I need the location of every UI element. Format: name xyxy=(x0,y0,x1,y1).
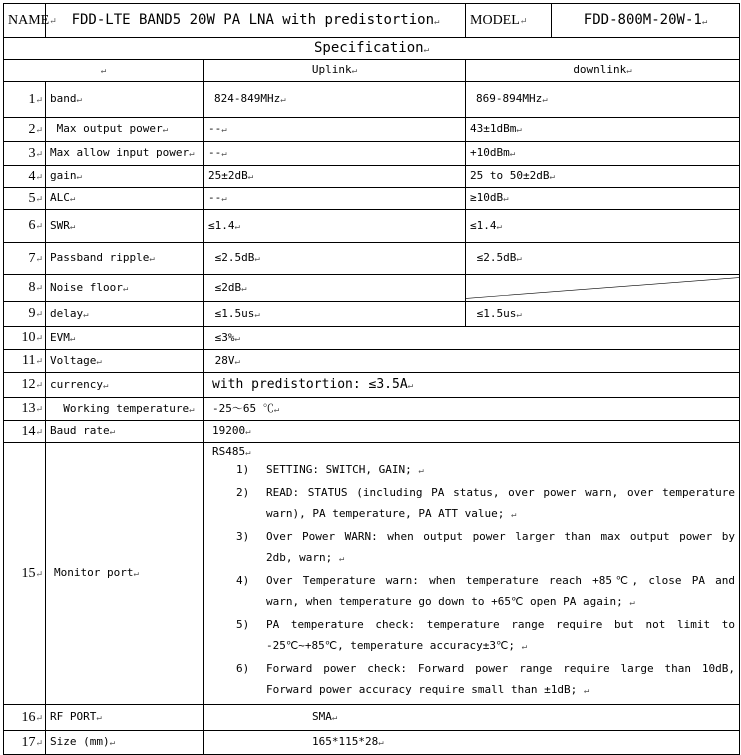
table-row xyxy=(4,275,740,302)
table-row xyxy=(4,705,740,731)
row-uplink-value: ≤1.5us↵ xyxy=(204,302,466,327)
row-uplink-value: ≤2dB↵ xyxy=(204,275,466,302)
row-number: 6↵ xyxy=(4,210,46,243)
row-downlink-value: ≤2.5dB↵ xyxy=(466,243,740,275)
row-parameter: Voltage↵ xyxy=(46,350,204,373)
row-number: 17↵ xyxy=(4,731,46,755)
row-downlink-value: ≤1.4↵ xyxy=(466,210,740,243)
row-parameter: Baud rate↵ xyxy=(46,421,204,443)
name-label: NAME xyxy=(8,12,50,28)
row-number: 15↵ xyxy=(4,443,46,705)
row-value: SMA↵ xyxy=(204,705,740,731)
row-uplink-value: --↵ xyxy=(204,118,466,142)
table-row xyxy=(4,731,740,755)
row-value: 165*115*28↵ xyxy=(204,731,740,755)
row-number: 10↵ xyxy=(4,327,46,350)
list-item: 6) Forward power check: Forward power range require large than 10dB, Forward power accuracy require small than ±1dB; ↵ xyxy=(236,662,736,696)
row-downlink-value: ≥10dB↵ xyxy=(466,188,740,210)
spec-title-cell: Specification↵ xyxy=(4,38,740,60)
model-label: MODEL xyxy=(470,12,520,28)
monitor-description: RS485↵ 1) SETTING: SWITCH, GAIN; ↵ 2) READ: STATUS (including PA status, over power warn, over temperature warn), PA temperature, PA ATT value; ↵ 3) Over Power WARN: when output power larger than max output power by 2db, warn; ↵ 4) Over Temperature warn: when temperature reach +85℃, close PA and warn, when temperature go down to +65℃ open PA again; ↵ 5) PA temperature check: temperature range require but not limit to -25℃~+85℃, temperature accuracy±3℃; ↵ 6) Forward power check: Forward power range require large than 10dB, Forward power accuracy require small than ±1dB; ↵ xyxy=(204,443,740,705)
row-parameter: Noise floor↵ xyxy=(46,275,204,302)
row-parameter: Size (mm)↵ xyxy=(46,731,204,755)
spec-sheet xyxy=(3,3,739,755)
row-number: 12↵ xyxy=(4,373,46,398)
row-downlink-value: 869-894MHz↵ xyxy=(466,82,740,118)
table-row xyxy=(4,166,740,188)
row-number: 9↵ xyxy=(4,302,46,327)
list-item: 2) READ: STATUS (including PA status, over power warn, over temperature warn), PA temperature, PA ATT value; ↵ xyxy=(236,486,736,520)
row-uplink-value: ≤2.5dB↵ xyxy=(204,243,466,275)
row-number: 4↵ xyxy=(4,166,46,188)
column-header-row xyxy=(4,60,740,82)
table-row xyxy=(4,243,740,275)
row-parameter: ALC↵ xyxy=(46,188,204,210)
monitor-head: RS485 xyxy=(212,445,246,458)
row-parameter: Passband ripple↵ xyxy=(46,243,204,275)
model-value: FDD-800M-20W-1 xyxy=(583,11,702,28)
list-item: 5) PA temperature check: temperature range require but not limit to -25℃~+85℃, temperature accuracy±3℃; ↵ xyxy=(236,618,736,652)
table-row xyxy=(4,210,740,243)
row-parameter: RF PORT↵ xyxy=(46,705,204,731)
spec-table xyxy=(3,3,740,755)
table-row xyxy=(4,327,740,350)
row-uplink-value: 824-849MHz↵ xyxy=(204,82,466,118)
row-number: 1↵ xyxy=(4,82,46,118)
table-row xyxy=(4,398,740,421)
row-parameter: EVM↵ xyxy=(46,327,204,350)
row-number: 8↵ xyxy=(4,275,46,302)
column-header-uplink: Uplink↵ xyxy=(204,60,466,82)
row-value: with predistortion: ≤3.5A↵ xyxy=(204,373,740,398)
list-item: 4) Over Temperature warn: when temperature reach +85℃, close PA and warn, when temperature go down to +65℃ open PA again; ↵ xyxy=(236,574,736,608)
monitor-list xyxy=(208,459,735,702)
row-number: 3↵ xyxy=(4,142,46,166)
row-parameter: Working temperature↵ xyxy=(46,398,204,421)
spec-title-row xyxy=(4,38,740,60)
row-downlink-value: 25 to 50±2dB↵ xyxy=(466,166,740,188)
row-number: 14↵ xyxy=(4,421,46,443)
row-number: 11↵ xyxy=(4,350,46,373)
row-uplink-value: --↵ xyxy=(204,142,466,166)
table-row xyxy=(4,118,740,142)
row-number: 2↵ xyxy=(4,118,46,142)
row-parameter: delay↵ xyxy=(46,302,204,327)
row-number: 7↵ xyxy=(4,243,46,275)
table-row xyxy=(4,188,740,210)
monitor-row xyxy=(4,443,740,705)
row-downlink-value: +10dBm↵ xyxy=(466,142,740,166)
diagonal-strike-line xyxy=(466,275,739,301)
row-parameter: currency↵ xyxy=(46,373,204,398)
row-uplink-value: 25±2dB↵ xyxy=(204,166,466,188)
row-parameter: Monitor port↵ xyxy=(46,443,204,705)
spec-title: Specification xyxy=(314,39,424,56)
header-row xyxy=(4,4,740,38)
row-parameter: Max output power↵ xyxy=(46,118,204,142)
row-value: 28V↵ xyxy=(204,350,740,373)
row-value: -25～65 ℃↵ xyxy=(204,398,740,421)
row-parameter: gain↵ xyxy=(46,166,204,188)
table-row xyxy=(4,142,740,166)
row-number: 5↵ xyxy=(4,188,46,210)
row-downlink-value: 43±1dBm↵ xyxy=(466,118,740,142)
name-label-cell: NAME↵ xyxy=(4,4,46,38)
name-value-cell: FDD-LTE BAND5 20W PA LNA with predistortion↵ xyxy=(46,4,466,38)
row-uplink-value: --↵ xyxy=(204,188,466,210)
row-uplink-value: ≤1.4↵ xyxy=(204,210,466,243)
table-row xyxy=(4,421,740,443)
row-downlink-empty xyxy=(466,275,740,302)
row-number: 16↵ xyxy=(4,705,46,731)
table-row xyxy=(4,350,740,373)
column-header-blank: ↵ xyxy=(4,60,204,82)
table-row xyxy=(4,82,740,118)
table-row xyxy=(4,373,740,398)
row-parameter: SWR↵ xyxy=(46,210,204,243)
column-header-downlink: downlink↵ xyxy=(466,60,740,82)
product-name: FDD-LTE BAND5 20W PA LNA with predistortion xyxy=(71,11,435,28)
row-parameter: band↵ xyxy=(46,82,204,118)
row-number: 13↵ xyxy=(4,398,46,421)
row-value: 19200↵ xyxy=(204,421,740,443)
row-downlink-value: ≤1.5us↵ xyxy=(466,302,740,327)
model-value-cell: FDD-800M-20W-1↵ xyxy=(552,4,740,38)
list-item: 3) Over Power WARN: when output power larger than max output power by 2db, warn; ↵ xyxy=(236,530,736,564)
table-row xyxy=(4,302,740,327)
row-parameter: Max allow input power↵ xyxy=(46,142,204,166)
model-label-cell: MODEL↵ xyxy=(466,4,552,38)
list-item: 1) SETTING: SWITCH, GAIN; ↵ xyxy=(236,463,424,476)
row-value: ≤3%↵ xyxy=(204,327,740,350)
